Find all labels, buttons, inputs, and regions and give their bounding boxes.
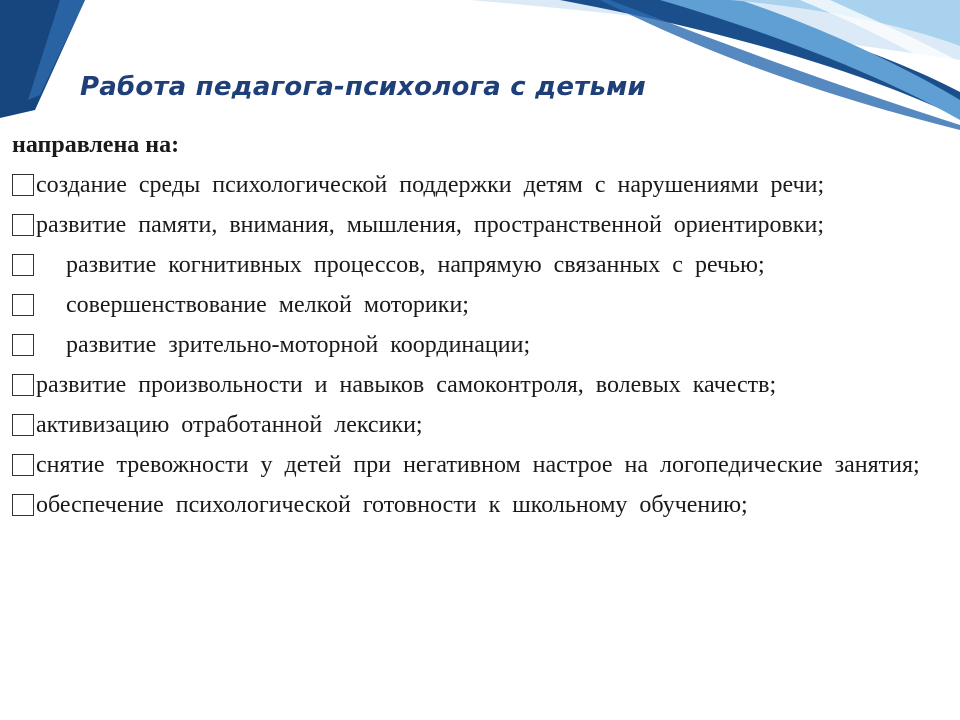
list-item-text: развитие памяти, внимания, мышления, пространственной ориентировки; [36,212,824,238]
square-bullet-icon [12,174,34,196]
square-bullet-icon [12,454,34,476]
list-item-text: совершенствование мелкой моторики; [66,292,469,318]
list-item [12,450,942,480]
list-item [12,210,942,240]
square-bullet-icon [12,214,34,236]
list-item [12,370,942,400]
list-item [12,290,942,320]
list-item [12,250,942,280]
square-bullet-icon [12,254,34,276]
list-item-text: развитие произвольности и навыков самоконтроля, волевых качеств; [36,372,777,398]
list-item-text: развитие зрительно-моторной координации; [66,332,531,358]
list-item-text: снятие тревожности у детей при негативном настрое на логопедические занятия; [36,452,920,478]
square-bullet-icon [12,374,34,396]
list-item [12,170,942,200]
square-bullet-icon [12,494,34,516]
square-bullet-icon [12,334,34,356]
square-bullet-icon [12,414,34,436]
list-item [12,490,942,520]
intro-text: направлена на: [12,132,180,158]
slide-title: Работа педагога-психолога с детьми [80,72,646,102]
list-item [12,330,942,360]
list-item [12,410,942,440]
slide-content [12,130,942,530]
square-bullet-icon [12,294,34,316]
list-item-text: активизацию отработанной лексики; [36,412,423,438]
list-item-text: развитие когнитивных процессов, напрямую связанных с речью; [66,252,765,278]
list-item-text: обеспечение психологической готовности к школьному обучению; [36,492,748,518]
list-item-text: создание среды психологической поддержки детям с нарушениями речи; [36,172,825,198]
header-decoration [0,0,960,130]
